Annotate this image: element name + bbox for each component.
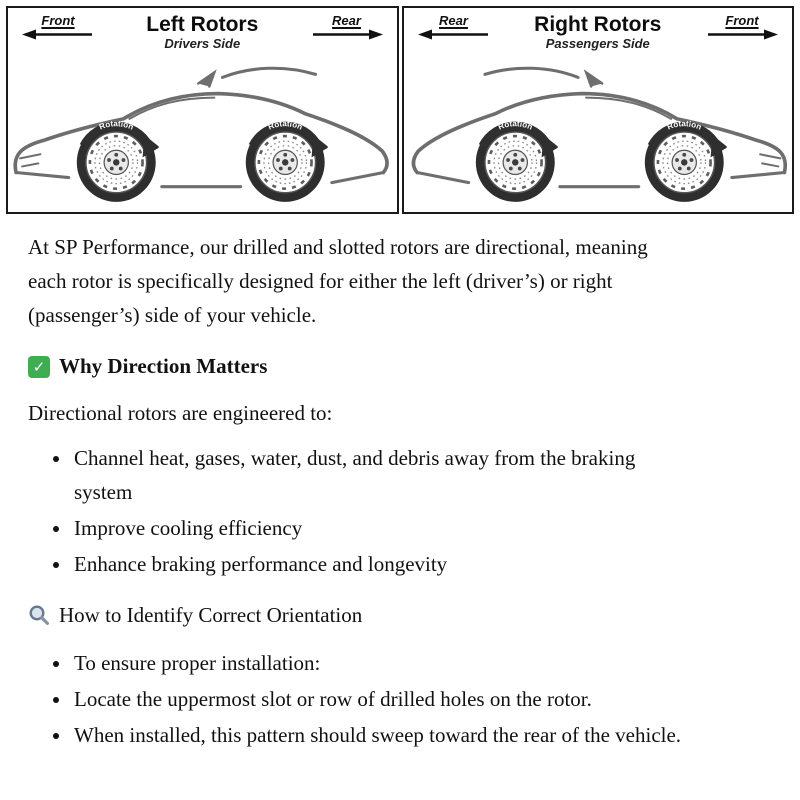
list-item: • When installed, this pattern should sweep toward the rear of the vehicle. [72, 718, 686, 752]
list-item: • Improve cooling efficiency [72, 511, 686, 545]
left-panel-title-block [146, 14, 258, 51]
section2-title: How to Identify Correct Orientation [59, 602, 363, 627]
car-left-svg [10, 53, 395, 205]
lead-sentence: Directional rotors are engineered to: [28, 401, 333, 426]
benefits-list [28, 441, 686, 581]
arrow-right-icon [311, 29, 383, 40]
right-rotors-panel [402, 6, 795, 214]
rear-label: Rear [332, 13, 361, 28]
left-panel-header [8, 8, 397, 51]
front-label: Front [41, 13, 75, 28]
list-item: • Locate the uppermost slot or row of drilled holes on the rotor. [72, 682, 686, 716]
left-car-illustration [8, 51, 397, 205]
orientation-list [28, 646, 686, 752]
front-label: Front [725, 13, 759, 28]
list-item: • To ensure proper installation: [72, 646, 686, 680]
arrow-left-icon [418, 29, 490, 40]
arrow-right-icon [706, 29, 778, 40]
arrow-left-icon [22, 29, 94, 40]
intro-paragraph: At SP Performance, our drilled and slotted rotors are directional, meaning each rotor is specifically designed for either the left (driver’s) or right (passenger’s) side of your vehicle. [28, 235, 648, 328]
right-panel-header [404, 8, 793, 51]
list-item: • Enhance braking performance and longevity [72, 547, 686, 581]
rear-direction-left-panel [307, 13, 387, 40]
section-identify-orientation [28, 603, 686, 628]
left-rotors-panel [6, 6, 399, 214]
car-right-svg [406, 53, 791, 205]
left-panel-subtitle: Drivers Side [164, 36, 241, 52]
section-why-direction-matters [28, 354, 686, 379]
rear-label: Rear [439, 13, 468, 28]
right-car-illustration [404, 51, 793, 205]
right-panel-title: Right Rotors [534, 13, 662, 36]
magnifier-icon [28, 604, 50, 626]
rotor-diagram [4, 6, 796, 214]
rear-direction-right-panel [414, 13, 494, 40]
left-panel-title: Left Rotors [146, 13, 259, 36]
list-item: • Channel heat, gases, water, dust, and debris away from the braking system [72, 441, 686, 509]
right-panel-title-block [534, 14, 661, 51]
section1-title: Why Direction Matters [59, 354, 268, 379]
front-direction-right-panel [702, 13, 782, 40]
front-direction-left-panel [18, 13, 98, 40]
check-icon: ✓ [28, 356, 50, 378]
article-body [4, 214, 710, 752]
right-panel-subtitle: Passengers Side [545, 36, 650, 52]
